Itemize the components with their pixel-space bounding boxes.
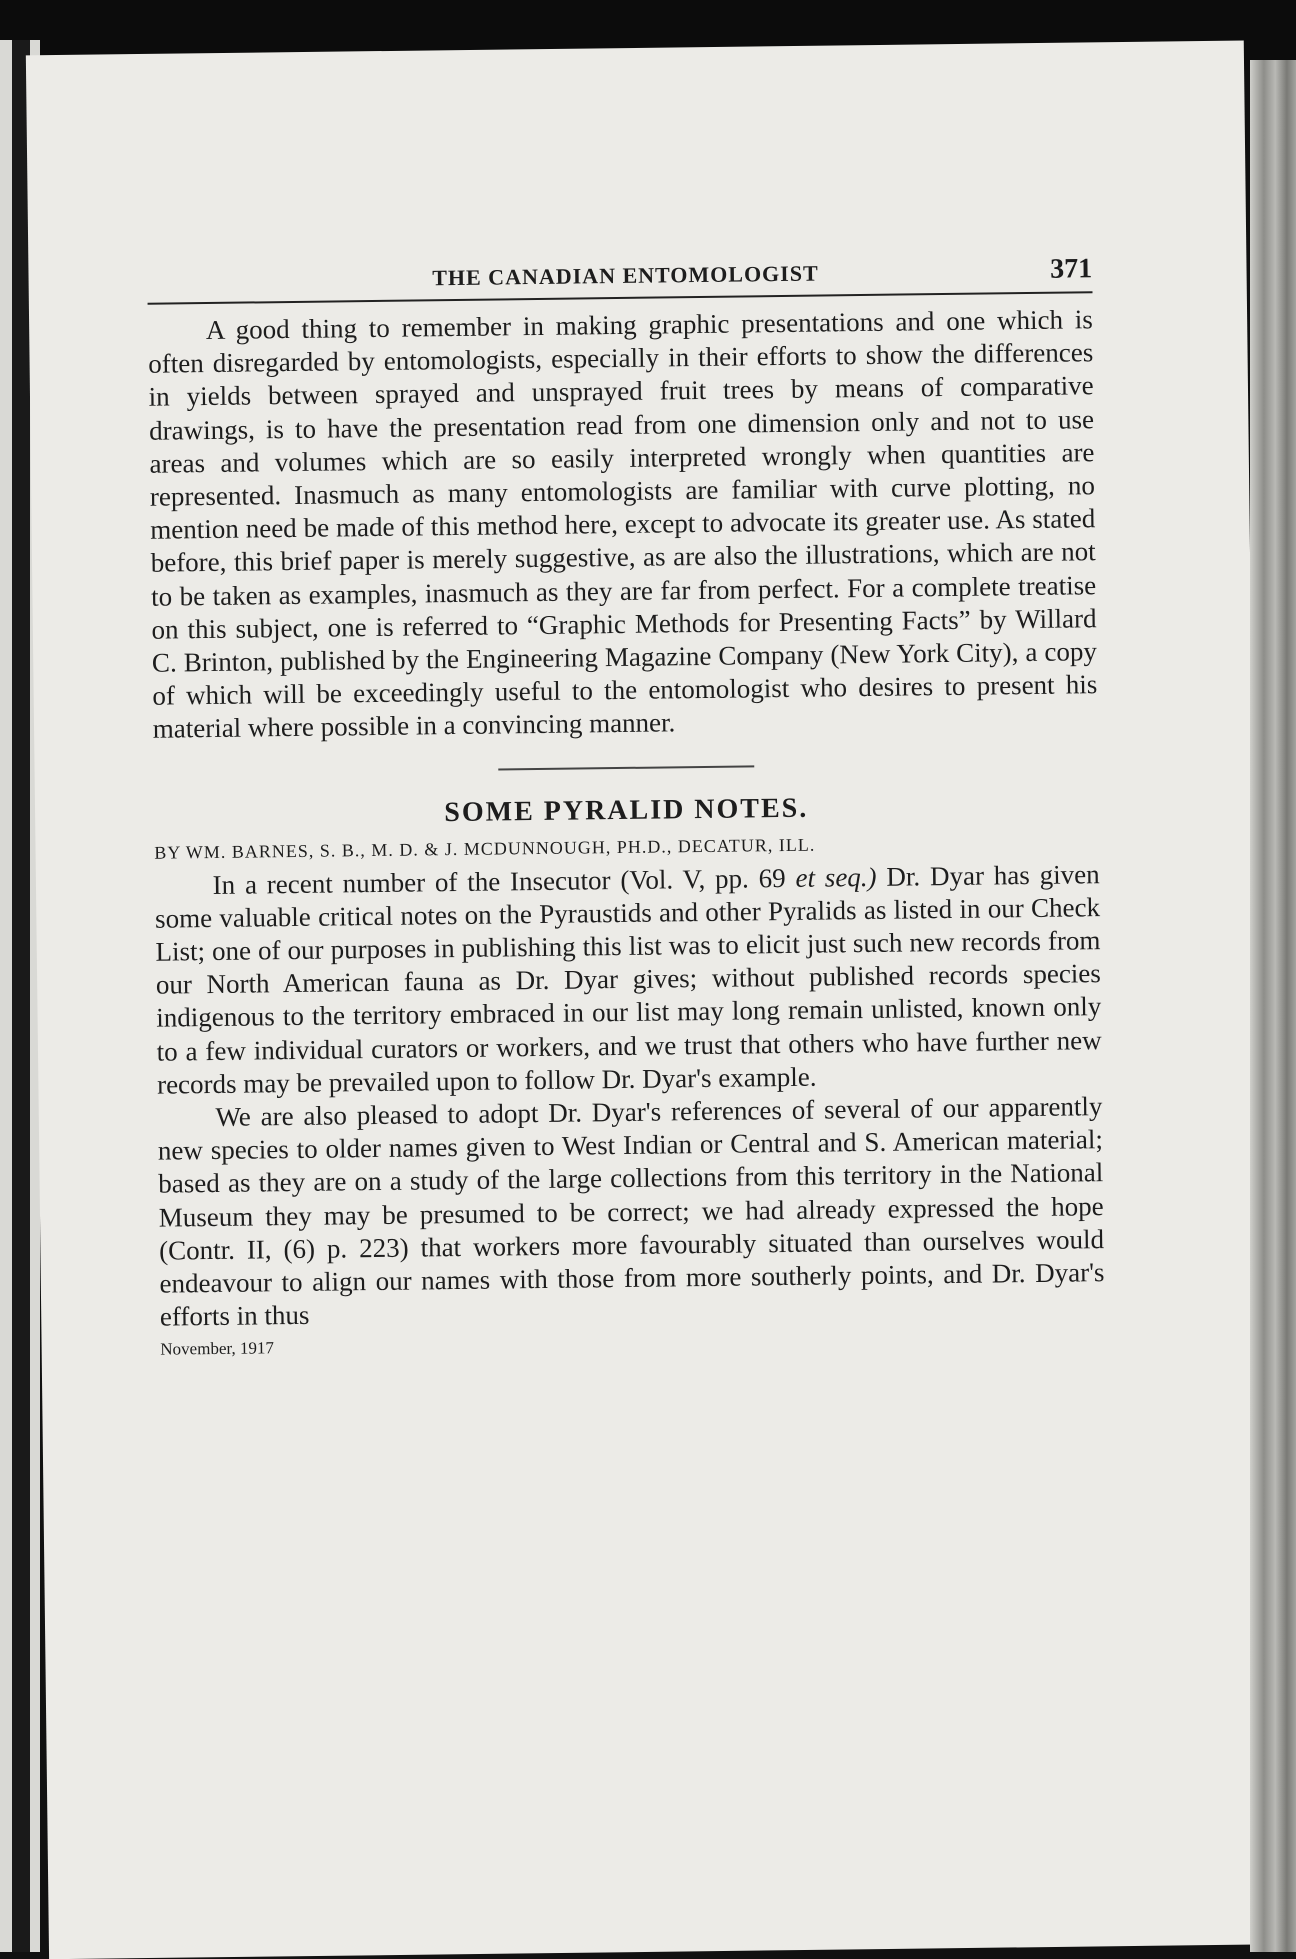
book-gutter (12, 40, 30, 1952)
article-byline: BY WM. BARNES, S. B., M. D. & J. MCDUNNOUGH, PH.D., DECATUR, ILL. (154, 834, 816, 863)
page-content (147, 249, 1105, 1360)
paragraph-insecutor-italic: et seq.) (795, 861, 877, 893)
journal-title: THE CANADIAN ENTOMOLOGIST (432, 260, 819, 291)
section-divider (498, 765, 754, 770)
paragraph-insecutor-text-b: Dr. Dyar has given some valuable critical notes on the Pyraustids and other Pyralids as listed in our Check List; one of our purposes in publishing this list was to elicit just such new records from our North American fauna as Dr. Dyar gives; without published records species indigenous to the territory embraced in our list may long remain unlisted, known only to a few individual curators or workers, and we trust that others who have further new records may be prevailed upon to follow Dr. Dyar's example. (154, 858, 1102, 1100)
page-number: 371 (1050, 253, 1093, 285)
paragraph-graphic-presentations: A good thing to remember in making graphic presentations and one which is often disregarded by entomologists, especially in their efforts to show the differences in yields between sprayed and unsprayed fruit trees by means of comparative drawings, is to have the presentation read from one dimension only and not to use areas and volumes which are so easily interpreted wrongly when quantities are represented. Inasmuch as many entomologists are familiar with curve plotting, no mention need be made of this method here, except to advocate its greater use. As stated before, this brief paper is merely suggestive, as are also the illustrations, which are not to be taken as examples, inasmuch as they are far from perfect. For a complete treatise on this subject, one is referred to “Graphic Methods for Presenting Facts” by Willard C. Brinton, published by the Engineering Magazine Company (New York City), a copy of which will be exceedingly useful to the entomologist who desires to present his material where possible in a convincing manner. (148, 304, 1098, 745)
paragraph-dyar-references: We are also pleased to adopt Dr. Dyar's references of several of our apparently new species to older names given to West Indian or Central and S. American material; based as they are on a study of the large collections from this territory in the National Museum they may be presumed to be correct; we had already expressed the hope (Contr. II, (6) p. 223) that workers more favourably situated than ourselves would endeavour to align our names with those from more southerly points, and Dr. Dyar's efforts in thus (157, 1091, 1105, 1332)
paragraph-insecutor-text-a: In a recent number of the Insecutor (Vol. V, pp. 69 (212, 862, 796, 900)
article-title: SOME PYRALID NOTES. (444, 792, 809, 828)
page-stack-edge (1250, 60, 1296, 1952)
paragraph-insecutor (154, 858, 1102, 1102)
issue-date: November, 1917 (160, 1338, 275, 1360)
